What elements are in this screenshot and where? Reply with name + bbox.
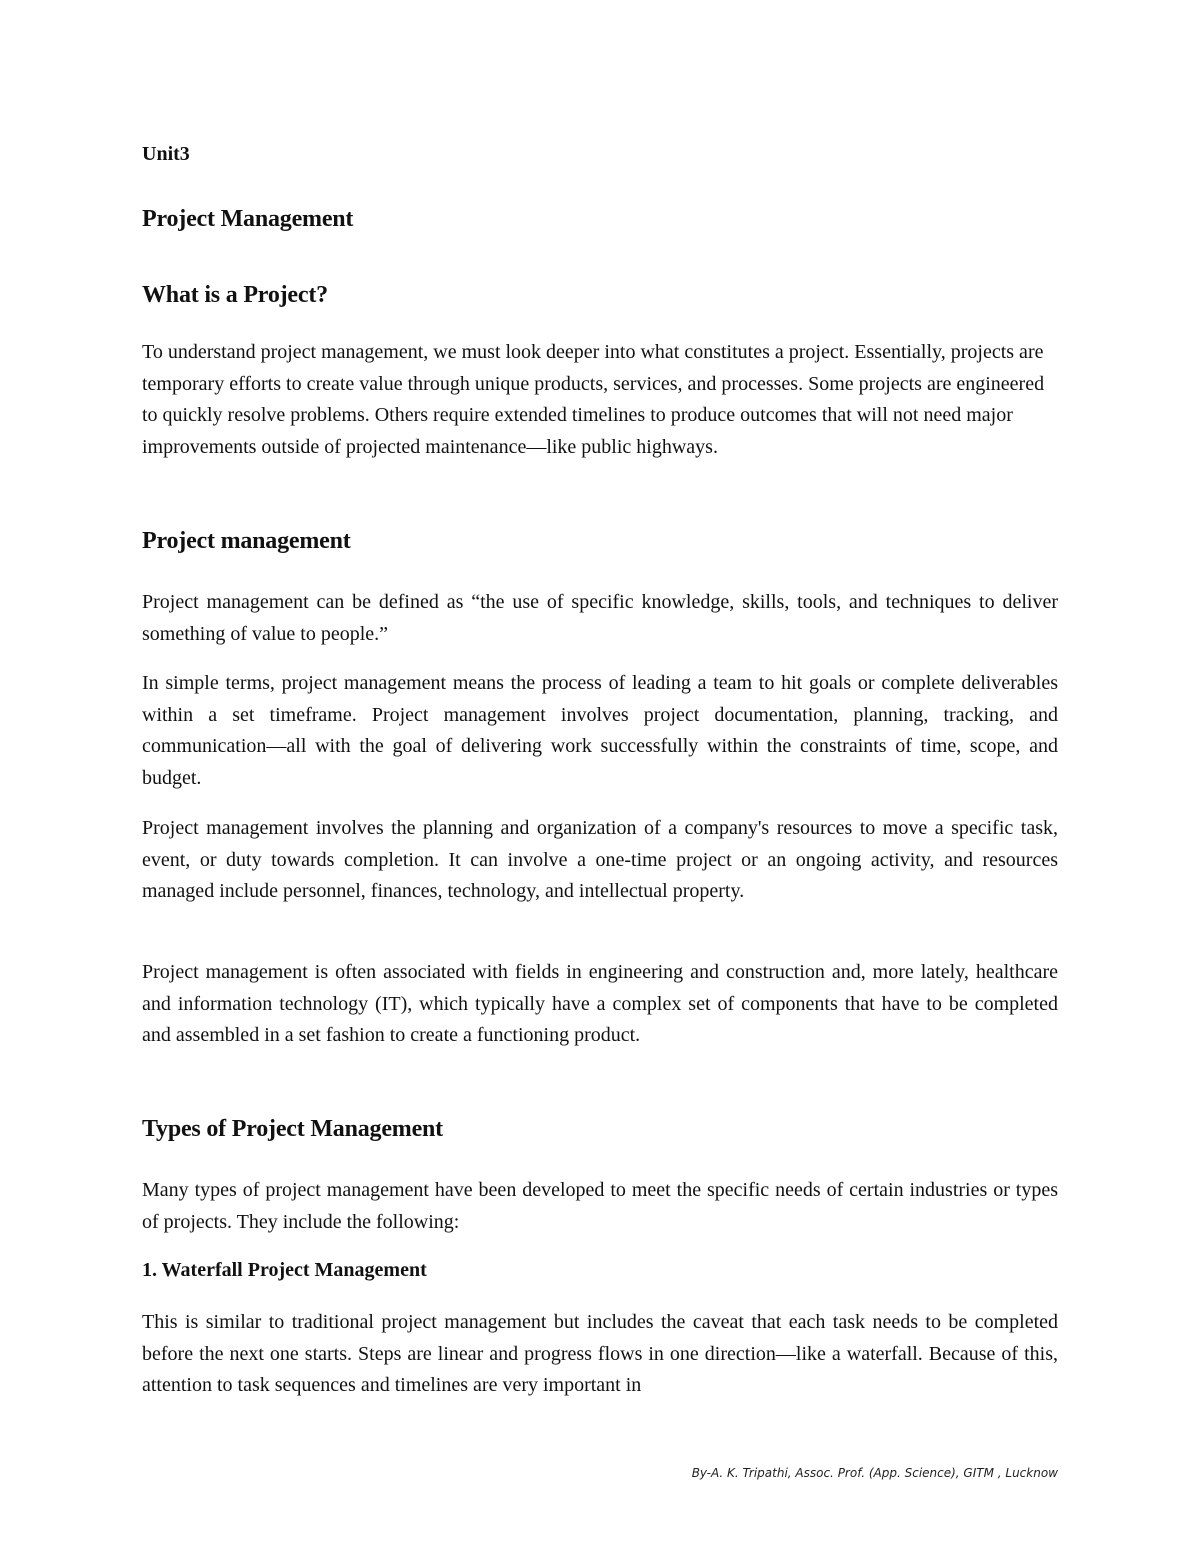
heading-what-is-project: What is a Project? [142, 282, 328, 308]
paragraph-waterfall: This is similar to traditional project management but includes the caveat that each task needs to be completed before the next one starts. Steps are linear and progress flows in one direction—like a waterfall. Because of this, attention to task sequences and timelines are very important in [142, 1311, 1058, 1396]
paragraph-types-intro: Many types of project management have been developed to meet the specific needs of certain industries or types of projects. They include the following: [142, 1179, 1058, 1233]
document-title: Project Management [142, 206, 354, 232]
unit-label: Unit3 [142, 143, 190, 165]
paragraph-pm-planning: Project management involves the planning and organization of a company's resources to move a specific task, event, or duty towards completion. It can involve a one-time project or an ongoing activity, and resources managed include personnel, finances, technology, and intellectual property. [142, 817, 1058, 902]
page-footer: By-A. K. Tripathi, Assoc. Prof. (App. Science), GITM , Lucknow [691, 1466, 1058, 1480]
paragraph-pm-fields: Project management is often associated with fields in engineering and construction and, more lately, healthcare and information technology (IT), which typically have a complex set of components that have to be completed and assembled in a set fashion to create a functioning product. [142, 961, 1058, 1046]
heading-project-management: Project management [142, 528, 351, 554]
heading-types: Types of Project Management [142, 1116, 443, 1142]
heading-waterfall: 1. Waterfall Project Management [142, 1259, 427, 1281]
paragraph-pm-definition: Project management can be defined as “the use of specific knowledge, skills, tools, and techniques to deliver something of value to people.” [142, 591, 1058, 645]
paragraph-pm-simple-terms: In simple terms, project management means the process of leading a team to hit goals or complete deliverables within a set timeframe. Project management involves project documentation, planning, tracking, and communication—all with the goal of delivering work successfully within the constraints of time, scope, and budget. [142, 672, 1058, 789]
paragraph-what-is-project: To understand project management, we must look deeper into what constitutes a project. Essentially, projects are temporary efforts to create value through unique products, services, and processes. Some projects are engineered to quickly resolve problems. Others require extended timelines to produce outcomes that will not need major improvements outside of projected maintenance—like public highways. [142, 341, 1045, 458]
